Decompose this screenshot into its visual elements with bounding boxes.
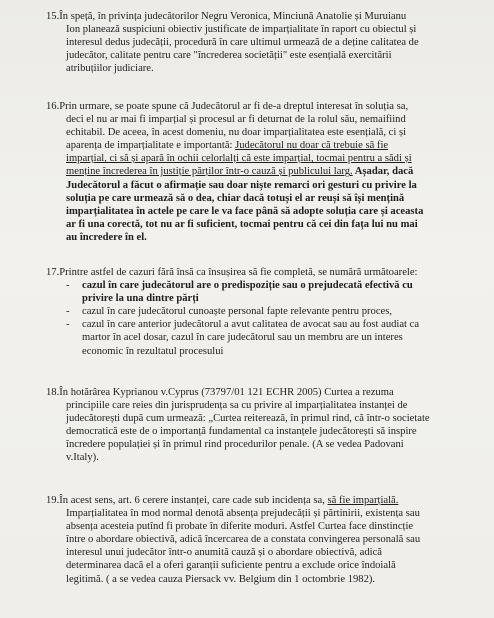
paragraph-18-line: judecătorești după cum urmează: „Curtea reiterează, în primul rind, că într-o societate [66,413,430,425]
paragraph-19-line: absența acesteia putînd fi probate în diferite moduri. Astfel Curtea face dinstincție [66,521,414,533]
paragraph-16 [46,100,466,244]
list-item [64,318,466,357]
paragraph-19 [46,494,466,586]
paragraph-15-line: atribuțiilor judiciare. [66,63,154,75]
underlined-text: Judecătorul nu doar că trebuie să fie [235,140,389,152]
paragraph-16-line: 16.Prin urmare, se poate spune că Judecătorul ar fi de-a dreptul interesat în soluția sa, [46,101,409,112]
paragraph-16-line [46,139,466,152]
list-item-text: cazul în care anterior judecătorul a avut calitatea de avocat sau au fost audiat ca [82,319,420,331]
paragraph-19-line [46,494,466,507]
bold-text: soluția pe care urmează să o dea, chiar dacă totuși el ar reuși să își mențină [66,192,405,204]
list-item-text: martor în acel dosar, cazul în care judecătorul sau un membru are un interes [82,332,403,344]
paragraph-19-line: interesul unui judecător într-o anumită cauză și o abordare obiectivă, adică [66,547,382,559]
paragraph-18-line: v.Italy). [66,452,99,464]
paragraph-15-line: 15.În speță, în privința judecătorilor Negru Veronica, Minciună Anatolie și Muruianu [46,11,407,22]
underlined-text: imparțial, ci să și apară în ochii celorlalți că este imparțial, tocmai pentru a sădi și [66,153,412,165]
list-dash: - [66,319,70,331]
paragraph-18-line: democratică este de o importanță fundamental ca instanțele judecătorești să inspire [66,426,417,438]
paragraph-19-line: între o abordare obiectivă, adică încercarea de a constata convingerea personală sau [66,534,421,546]
list-item-text: cazul în care judecătorul cunoaște personal fapte relevante pentru proces, [82,306,393,318]
list-item [64,279,466,305]
criteria-list [64,279,466,358]
list-dash: - [66,280,70,292]
paragraph-16-text: aparența de imparțialitate e importantă: [66,140,236,152]
list-item [64,305,466,318]
bold-text: Așadar, dacă [352,166,414,178]
bold-text: privire la una dintre părți [82,293,199,305]
paragraph-17 [46,266,466,358]
bold-text: Judecătorul a făcut o afirmație sau doar niște remarci ori gesturi cu privire la [66,179,417,191]
bold-text: cazul în care judecătorul are o predispoziție sau o prejudecată efectivă cu [82,280,413,292]
paragraph-18-line: 18.În hotărârea Kyprianou v.Cyprus (73797/01 121 ECHR 2005) Curtea a rezuma [46,387,394,398]
bold-text: au încredere în el. [66,231,147,243]
paragraph-18-line: încredere populației și în primul rind procedurilor penale. (A se vedea Padovani [66,439,404,451]
paragraph-15-line: interesul dedus judecății, procedură în care ultimul urmează de a deține calitatea de [66,37,419,49]
underlined-text: menține încrederea în justiție părților într-o cauză și publicului larg. [66,166,353,178]
paragraph-19-text: 19.În acest sens, art. 6 cerere instanței, care cade sub incidența sa, [46,495,328,506]
paragraph-19-line: legitimă. ( a se vedea cauza Piersack vv. Belgium din 1 octombrie 1982). [66,573,376,585]
paragraph-17-intro: 17.Printre astfel de cazuri fără însă ca însușirea să fie completă, se numără următoarele: [46,267,418,278]
bold-text: ar fi una corectă, tot nu ar fi suficient, tocmai pentru că cei din fața lui nu mai [66,218,418,230]
paragraph-18 [46,386,466,465]
paragraph-16-line: echitabil. De aceea, în acest domeniu, nu doar imparțialitatea este esențială, ci și [66,127,407,139]
paragraph-19-line: Imparțialitatea în mod normal denotă absența prejudecății și părtinirii, existența sau [66,508,420,520]
list-item-text: economic în rezultatul procesului [82,345,224,357]
list-dash: - [66,306,70,318]
paragraph-15 [46,10,466,75]
paragraph-16-line [46,165,466,178]
paragraph-18-line: principiile care reies din jurisprudența sa cu privire al imparțialitatea instanței de [66,400,408,412]
underlined-text: să fie imparțială. [327,495,399,506]
paragraph-19-line: determinarea dacă el a oferi garanții suficiente pentru a exclude orice îndoială [66,560,396,572]
bold-text: imparțialitatea în actele pe care le va face până să adopte soluția care și aceasta [66,205,424,217]
paragraph-15-line: Ion planează suspiciuni obiectiv justificate de imparțialitate în raport cu obiectul și [66,24,417,36]
paragraph-15-line: judecător, calitate pentru care "încrederea societății" este esențială exercitării [66,50,392,62]
paragraph-16-line: deci el nu ar mai fi imparțial și procesul ar fi deturnat de la rolul său, nemaifiind [66,114,406,126]
